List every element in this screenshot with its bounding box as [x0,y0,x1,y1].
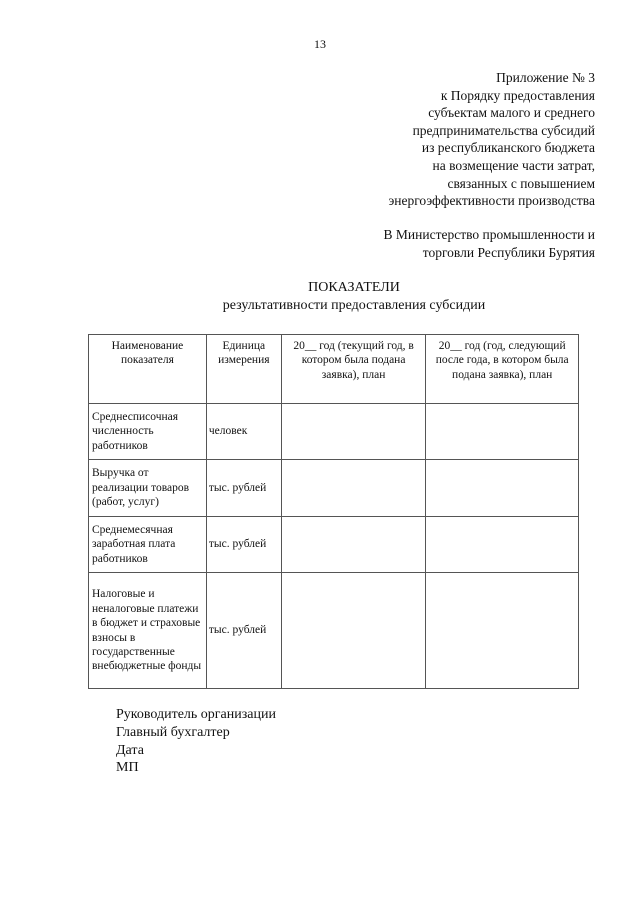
appendix-line: субъектам малого и среднего [428,105,595,121]
signature-line: Дата [116,742,144,758]
signature-line: МП [116,760,139,776]
header-indicator-name: Наименование показателя [89,335,207,404]
plan-current-cell[interactable] [281,404,426,460]
appendix-line: Приложение № 3 [496,70,595,85]
indicator-unit: человек [206,404,281,460]
header-unit: Единица измерения [206,335,281,404]
appendix-line: предпринимательства субсидий [412,122,595,138]
signature-block [116,706,276,777]
indicator-name: Налоговые и неналоговые платежи в бюджет и страховые взносы в государственные внебюджетные фонды [89,573,207,689]
plan-current-cell[interactable] [281,460,426,517]
title-heading: ПОКАЗАТЕЛИ [308,280,400,295]
plan-current-cell[interactable] [281,573,426,689]
indicators-table [88,334,579,689]
page-number: 13 [314,37,326,51]
indicator-name: Среднемесячная заработная плата работников [89,517,207,573]
appendix-line: из республиканского бюджета [421,140,595,156]
addressee-line: В Министерство промышленности и [383,227,595,242]
appendix-line: на возмещение части затрат, [432,157,595,173]
plan-next-cell[interactable] [426,460,579,517]
indicator-name: Выручка от реализации товаров (работ, услуг) [89,460,207,517]
header-plan-next-year: 20__ год (год, следующий после года, в котором была подана заявка), план [426,335,579,404]
plan-next-cell[interactable] [426,517,579,573]
indicator-unit: тыс. рублей [206,573,281,689]
indicator-unit: тыс. рублей [206,517,281,573]
appendix-header [295,69,595,210]
table-row [89,460,579,517]
table-row [89,517,579,573]
document-title [0,279,640,314]
signature-line: Главный бухгалтер [116,724,230,740]
plan-next-cell[interactable] [426,573,579,689]
addressee [295,226,595,261]
table-row [89,404,579,460]
addressee-line: торговли Республики Бурятия [422,244,595,260]
indicator-name: Среднесписочная численность работников [89,404,207,460]
signature-line: Руководитель организации [116,707,276,722]
table-row [89,573,579,689]
appendix-line: связанных с повышением [447,175,595,191]
appendix-line: к Порядку предоставления [440,87,595,103]
table-header-row [89,335,579,404]
plan-current-cell[interactable] [281,517,426,573]
indicator-unit: тыс. рублей [206,460,281,517]
plan-next-cell[interactable] [426,404,579,460]
title-subheading: результативности предоставления субсидии [222,297,486,313]
header-plan-current-year: 20__ год (текущий год, в котором была подана заявка), план [281,335,426,404]
appendix-line: энергоэффективности производства [388,193,595,209]
